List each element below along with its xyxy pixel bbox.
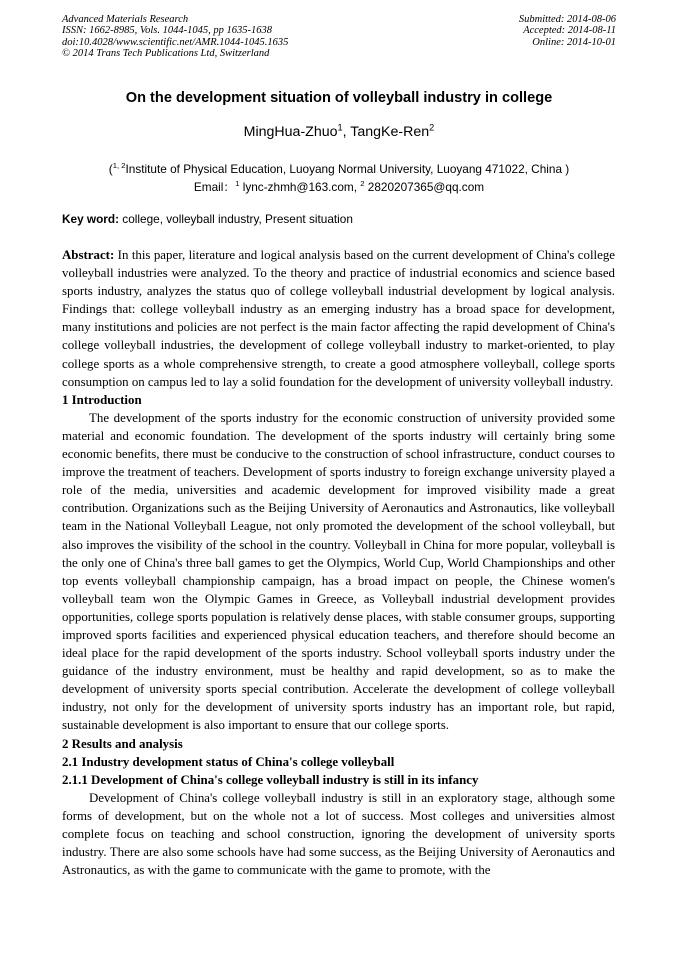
email-mark-2: 2 — [360, 179, 365, 189]
author-name: TangKe-Ren — [350, 124, 430, 140]
affiliation-open-paren: ( — [108, 162, 113, 176]
author-affiliation-mark: 1 — [337, 122, 343, 133]
journal-copyright: © 2014 Trans Tech Publications Ltd, Switzerland — [62, 47, 270, 59]
paper-body — [62, 246, 615, 879]
affiliation-text: Institute of Physical Education, Luoyang Normal University, Luoyang 471022, China ) — [125, 162, 570, 176]
submitted-date: Submitted: 2014-08-06 — [518, 14, 616, 25]
introduction-paragraph: The development of the sports industry for the economic construction of university provided some material and economic foundation. The development of the sports industry will certainly bring some economic benefits, there must be conducive to the construction of school infrastructure, conduct courses to improve the treatment of teachers. Development of sports industry to foreign exchange university played a role of the media, universities and academic development for improved visibility made a great contribution. Organizations such as the Beijing University of Aeronautics and Astronautics, like volleyball team in the National Volleyball League, not only promoted the development of the school volleyball, but also improves the visibility of the school in the country. Volleyball in China for more popular, volleyball is the only one of China's three ball games to get the Olympics, World Cup, World Championships and other top events volleyball championship campaign, has a broad impact on people, the Chinese women's volleyball team won the Olympic Games in Greece, as Volleyball industrial development provides opportunities, college sports population is relatively dense places, with stable consumer groups, supporting improved sports facilities and experienced physical education teachers, and therefore should become an ideal place for the rapid development of the sports industry. School volleyball sports industry under the guidance of the industry environment, must be healthy and rapid development, so as to make the development of university sports special contribution. Accelerate the development of college volleyball industry, not only for the development of university sports industry has an important role, but rapid, sustainable development is also important to ensure that our college sports. — [62, 410, 615, 733]
publication-dates — [519, 14, 616, 48]
author-name: MingHua-Zhuo — [243, 124, 338, 140]
journal-info — [62, 14, 288, 59]
journal-doi: doi:10.4028/www.scientific.net/AMR.1044-1045.1635 — [62, 36, 289, 48]
abstract-paragraph — [62, 246, 615, 391]
subsection-heading-2-1-1: 2.1.1 Development of China's college volleyball industry is still in its infancy — [62, 772, 479, 787]
author-separator: , — [342, 124, 351, 140]
keywords-text: college, volleyball industry, Present situation — [119, 212, 353, 226]
paper-title: On the development situation of volleyball industry in college — [125, 90, 553, 106]
section-heading-introduction: 1 Introduction — [62, 392, 142, 407]
email-label: Email： — [193, 180, 236, 194]
journal-name: Advanced Materials Research — [62, 14, 189, 25]
affiliation-mark: 1, 2 — [112, 161, 126, 171]
section-heading-results: 2 Results and analysis — [62, 736, 183, 751]
results-paragraph: Development of China's college volleyball industry is still in an exploratory stage, although some forms of development, but on the whole not a lot of success. Most colleges and universities almost complete focus on teaching and school construction, ignoring the development of university sports industry. There are also some schools have had some success, as the Beijing University of Aeronautics and Astronautics, as with the game to communicate with the game to promote, with the — [62, 790, 615, 878]
abstract-text: In this paper, literature and logical analysis based on the current development of China's college volleyball industries were analyzed. To the theory and practice of industrial economics and science based sports industry, analyzes the status quo of college volleyball industrial development by logical analysis. Findings that: college volleyball industry as an emerging industry has a broad space for development, many institutions and policies are not perfect is the main factor affecting the rapid development of China's college volleyball industries, the development of college volleyball industry to market-oriented, to play college sports as a whole comprehensive strength, to create a good atmosphere volleyball, college sports consumption on campus led to lay a solid foundation for the development of university volleyball industry. — [62, 248, 615, 389]
author-line — [40, 124, 638, 140]
email-mark-1: 1 — [235, 179, 240, 189]
accepted-date: Accepted: 2014-08-11 — [523, 25, 616, 37]
abstract-label: Abstract: — [62, 248, 115, 262]
affiliation-block — [40, 160, 638, 196]
online-date: Online: 2014-10-01 — [532, 36, 616, 48]
email-line — [40, 178, 638, 196]
journal-issn: ISSN: 1662-8985, Vols. 1044-1045, pp 1635-1638 — [62, 25, 272, 37]
email-address-1: lync-zhmh@163.com, — [239, 180, 361, 194]
keywords-label: Key word: — [62, 212, 120, 226]
keywords — [62, 212, 617, 226]
author-affiliation-mark: 2 — [429, 122, 435, 133]
email-address-2: 2820207365@qq.com — [364, 180, 485, 194]
affiliation-line — [40, 160, 638, 178]
subsection-heading-2-1: 2.1 Industry development status of China's college volleyball — [62, 754, 395, 769]
